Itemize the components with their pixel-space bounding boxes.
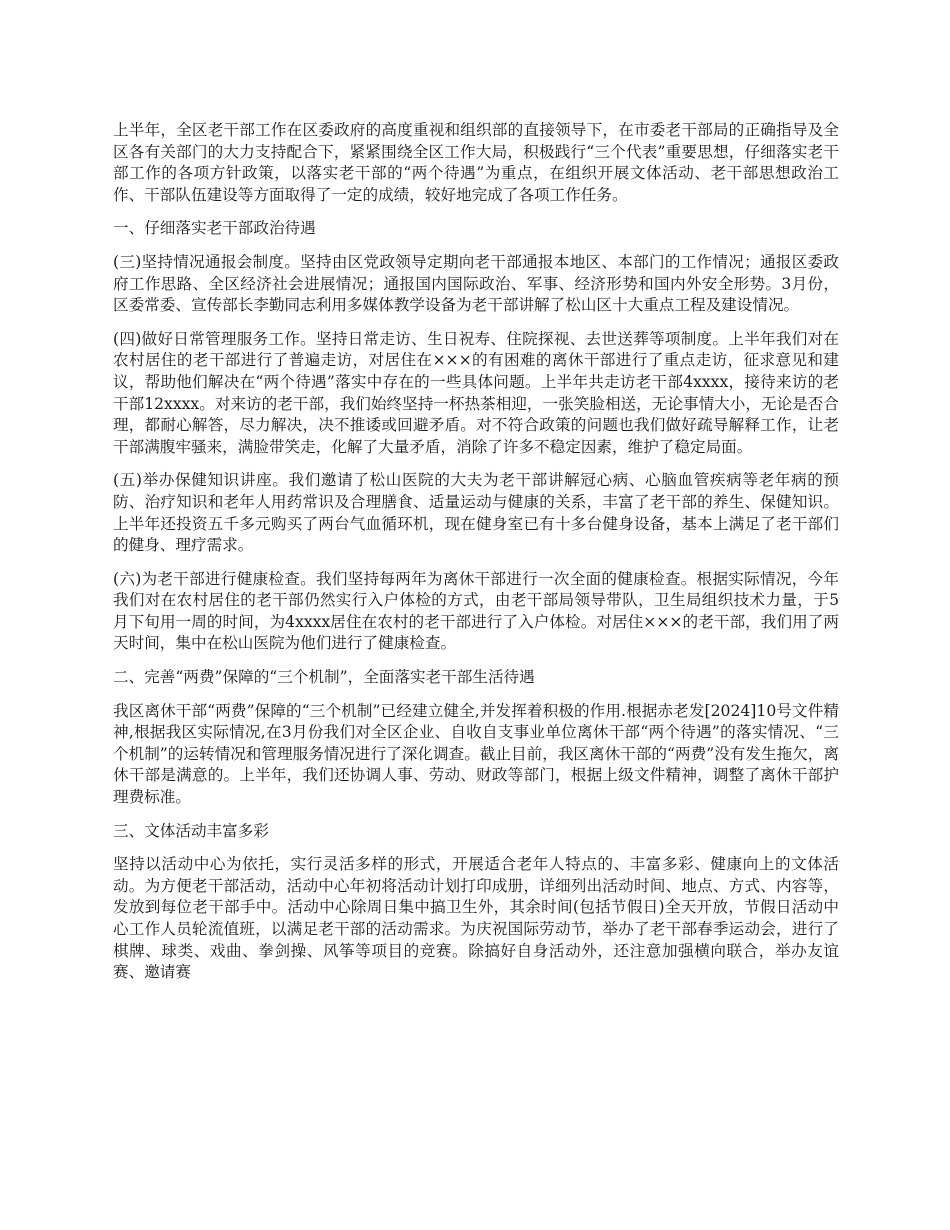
- paragraph-activities: 坚持以活动中心为依托，实行灵活多样的形式，开展适合老年人特点的、丰富多彩、健康向上的文体活动。为方便老干部活动，活动中心年初将活动计划打印成册，详细列出活动时间、地点、方式、内容等，发放到每位老干部手中。活动中心除周日集中搞卫生外，其余时间(包括节假日)全天开放，节假日活动中心工作人员轮流值班，以满足老干部的活动需求。为庆祝国际劳动节，举办了老干部春季运动会，进行了棋牌、球类、戏曲、拳剑操、风筝等项目的竞赛。除搞好自身活动外，还注意加强横向联合，举办友谊赛、邀请赛: [113, 855, 839, 982]
- section-heading-3: 三、文体活动丰富多彩: [113, 821, 269, 840]
- paragraph-health-lecture: (五)举办保健知识讲座。我们邀请了松山医院的大夫为老干部讲解冠心病、心脑血管疾病等老年病的预防、治疗知识和老年人用药常识及合理膳食、适量运动与健康的关系，丰富了老干部的养生、保健知识。上半年还投资五千多元购买了两台气血循环机，现在健身室已有十多台健身设备，基本上满足了老干部们的健身、理疗需求。: [113, 471, 839, 555]
- paragraph-two-fees: 我区离休干部“两费”保障的“三个机制”已经建立健全,并发挥着积极的作用.根据赤老发[2024]10号文件精神,根据我区实际情况,在3月份我们对全区企业、自收自支事业单位离休干部“两个待遇”的落实情况、“三个机制”的运转情况和管理服务情况进行了深化调查。截止目前，我区离休干部的“两费”没有发生拖欠，离休干部是满意的。上半年，我们还协调人事、劳动、财政等部门，根据上级文件精神，调整了离休干部护理费标准。: [113, 701, 839, 807]
- paragraph-daily-service: (四)做好日常管理服务工作。坚持日常走访、生日祝寿、住院探视、去世送葬等项制度。上半年我们对在农村居住的老干部进行了普遍走访，对居住在×××的有困难的离休干部进行了重点走访，征求意见和建议，帮助他们解决在“两个待遇”落实中存在的一些具体问题。上半年共走访老干部4xxxx，接待来访的老干部12xxxx。对来访的老干部，我们始终坚持一杯热茶相迎，一张笑脸相送，无论事情大小，无论是否合理，都耐心解答，尽力解决，决不推诿或回避矛盾。对不符合政策的问题也我们做好疏导解释工作，让老干部满腹牢骚来，满脸带笑走，化解了大量矛盾，消除了许多不稳定因素，维护了稳定局面。: [113, 329, 839, 456]
- section-heading-1: 一、仔细落实老干部政治待遇: [113, 219, 316, 238]
- intro-paragraph: 上半年，全区老干部工作在区委政府的高度重视和组织部的直接领导下，在市委老干部局的正确指导及全区各有关部门的大力支持配合下，紧紧围绕全区工作大局，积极践行“三个代表”重要思想，仔细落实老干部工作的各项方针政策，以落实老干部的“两个待遇”为重点，在组织开展文体活动、老干部思想政治工作、干部队伍建设等方面取得了一定的成绩，较好地完成了各项工作任务。: [113, 121, 839, 204]
- paragraph-health-check: (六)为老干部进行健康检查。我们坚持每两年为离休干部进行一次全面的健康检查。根据实际情况，今年我们对在农村居住的老干部仍然实行入户体检的方式，由老干部局领导带队，卫生局组织技术力量，于5月下旬用一周的时间，为4xxxx居住在农村的老干部进行了入户体检。对居住×××的老干部，我们用了两天时间，集中在松山医院为他们进行了健康检查。: [113, 569, 839, 653]
- section-heading-2: 二、完善“两费”保障的“三个机制”，全面落实老干部生活待遇: [113, 668, 535, 687]
- document-body: [113, 120, 839, 996]
- paragraph-briefing: (三)坚持情况通报会制度。坚持由区党政领导定期向老干部通报本地区、本部门的工作情况；通报区委政府工作思路、全区经济社会进展情况；通报国内国际政治、军事、经济形势和国内外安全形势。3月份，区委常委、宣传部长李勤同志利用多媒体教学设备为老干部讲解了松山区十大重点工程及建设情况。: [113, 252, 839, 315]
